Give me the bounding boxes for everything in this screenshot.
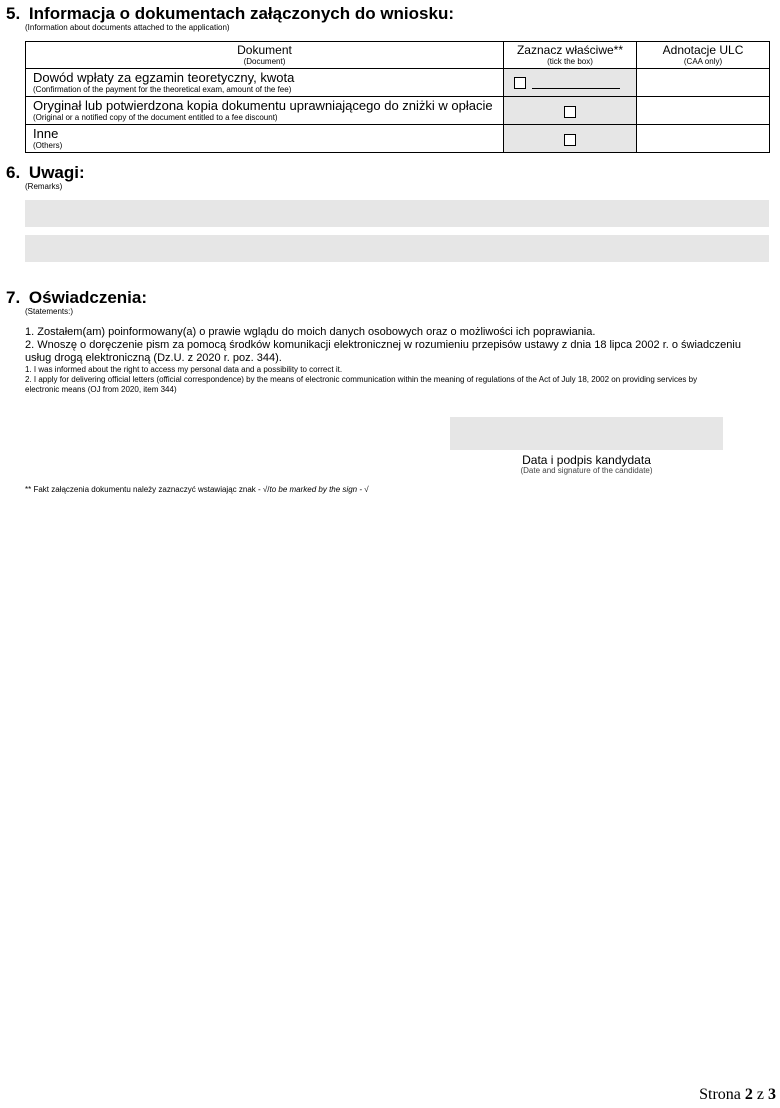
page-number [699,1086,776,1104]
header-tick-sublabel: (tick the box) [547,57,593,66]
caa-cell [637,125,770,153]
section-7-number: 7. [6,288,21,307]
document-cell [26,125,504,153]
section-5-subtitle: (Information about documents attached to the application) [25,23,230,32]
document-sublabel: (Original or a notified copy of the document entitled to a fee discount) [33,113,278,122]
header-caa-label: Adnotacje ULC [662,43,744,57]
document-label: Inne [33,126,59,141]
documents-table-header [26,42,770,69]
footnote-pl: ** Fakt załączenia dokumentu należy zaznaczyć wstawiając znak - √/ [25,485,270,494]
signature-field[interactable] [450,417,723,450]
documents-table [25,41,770,153]
section-6-title-text: Uwagi: [28,163,85,182]
section-7-title-text: Oświadczenia: [28,288,148,307]
statement-2-pl: 2. Wnoszę o doręczenie pism za pomocą środków komunikacji elektronicznej w rozumieniu przepisów ustawy z dnia 18 lipca 2002 r. o świadczeniu [25,339,741,351]
tick-cell [504,69,637,97]
signature-label: Data i podpis kandydata [522,453,651,467]
remarks-field-2[interactable] [25,235,769,262]
statement-2-en-cont: electronic means (OJ from 2020, item 344) [25,385,177,394]
fee-amount-field[interactable] [532,78,620,89]
document-label: Oryginał lub potwierdzona kopia dokumentu uprawniającego do zniżki w opłacie [33,98,493,113]
section-7-subtitle: (Statements:) [25,307,74,316]
page-current: 2 [744,1086,753,1103]
header-document-sublabel: (Document) [243,57,286,66]
table-row [26,125,770,153]
header-tick-label: Zaznacz właściwe** [516,43,624,57]
page-total: 3 [768,1086,776,1103]
tick-cell [504,125,637,153]
page-sep: z [756,1086,764,1103]
header-caa-sublabel: (CAA only) [683,57,723,66]
statement-1-en: 1. I was informed about the right to access my personal data and a possibility to correct it. [25,365,343,374]
document-cell [26,97,504,125]
remarks-field-1[interactable] [25,200,769,227]
caa-cell [637,69,770,97]
section-5-title-text: Informacja o dokumentach załączonych do wniosku: [28,4,454,23]
table-row [26,97,770,125]
document-sublabel: (Others) [33,141,63,150]
statement-1-pl: 1. Zostałem(am) poinformowany(a) o prawie wglądu do moich danych osobowych oraz o możliwości ich poprawiania. [25,326,596,338]
section-7-title [6,288,147,308]
document-cell [26,69,504,97]
section-6-title [6,163,85,183]
discount-document-checkbox[interactable] [564,106,576,118]
statement-2-en: 2. I apply for delivering official letters (official correspondence) by the means of electronic communication within the meaning of regulations of the Act of July 18, 2002 on providing services by [25,375,698,384]
payment-checkbox[interactable] [514,77,526,89]
table-row [26,69,770,97]
section-6-number: 6. [6,163,21,182]
statement-2-pl-cont: usług drogą elektroniczną (Dz.U. z 2020 r. poz. 344). [25,352,282,364]
section-5-number: 5. [6,4,21,23]
footnote-en: to be marked by the sign - √ [269,485,369,494]
header-document [26,42,504,69]
header-caa [637,42,770,69]
document-label: Dowód wpłaty za egzamin teoretyczny, kwota [33,70,295,85]
header-document-label: Dokument [237,43,292,57]
header-tick [504,42,637,69]
section-6-subtitle: (Remarks) [25,182,63,191]
footnote [25,485,369,494]
tick-cell [504,97,637,125]
caa-cell [637,97,770,125]
document-sublabel: (Confirmation of the payment for the theoretical exam, amount of the fee) [33,85,292,94]
section-5-title [6,4,454,24]
signature-sublabel: (Date and signature of the candidate) [520,466,653,475]
others-checkbox[interactable] [564,134,576,146]
page-prefix: Strona [699,1086,741,1103]
